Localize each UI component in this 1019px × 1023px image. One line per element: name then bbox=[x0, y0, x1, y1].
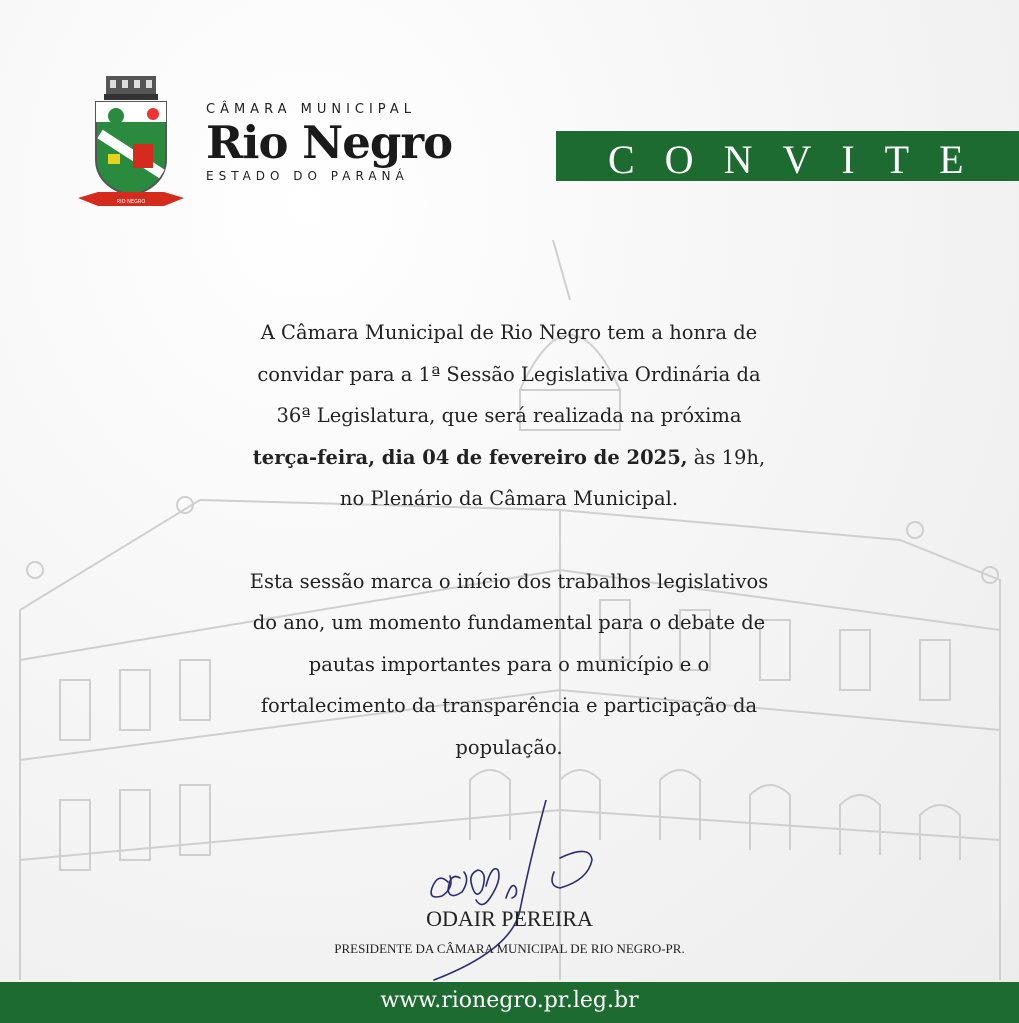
invite-label: CONVITE bbox=[608, 137, 994, 182]
signatory-role: PRESIDENTE DA CÂMARA MUNICIPAL DE RIO NEGRO-PR. bbox=[334, 941, 685, 956]
paragraph-line: Esta sessão marca o início dos trabalhos legislativos bbox=[249, 569, 769, 593]
paragraph-line: do ano, um momento fundamental para o debate de bbox=[252, 611, 766, 634]
institution-label: CÂMARA MUNICIPAL bbox=[206, 102, 416, 117]
paragraph-line: fortalecimento da transparência e participação da bbox=[260, 694, 758, 717]
handwritten-signature bbox=[420, 800, 610, 985]
crest-motto: RIO NEGRO bbox=[116, 199, 146, 205]
event-date: terça-feira, dia 04 de fevereiro de 2025, bbox=[252, 445, 688, 469]
signatory-name: ODAIR PEREIRA bbox=[426, 906, 593, 931]
city-name: Rio Negro bbox=[206, 116, 453, 169]
paragraph-line: pautas importantes para o município e o bbox=[308, 652, 710, 676]
event-time: às 19h, bbox=[687, 445, 766, 469]
paragraph-line: no Plenário da Câmara Municipal. bbox=[339, 487, 679, 510]
state-label: ESTADO DO PARANÁ bbox=[206, 169, 409, 183]
paragraph-line: população. bbox=[455, 735, 563, 759]
institution-title bbox=[206, 102, 456, 183]
website-link[interactable]: www.rionegro.pr.leg.br bbox=[380, 988, 639, 1013]
paragraph-line: A Câmara Municipal de Rio Negro tem a honra de bbox=[260, 321, 758, 344]
header-logo bbox=[78, 74, 458, 219]
invitation-text bbox=[218, 312, 800, 768]
invite-banner bbox=[556, 131, 1019, 181]
footer-bar bbox=[0, 982, 1019, 1023]
coat-of-arms-icon bbox=[78, 74, 184, 216]
paragraph-line bbox=[218, 437, 800, 479]
paragraph-line: 36ª Legislatura, que será realizada na próxima bbox=[276, 404, 742, 427]
paragraph-line: convidar para a 1ª Sessão Legislativa Ordinária da bbox=[257, 362, 761, 386]
